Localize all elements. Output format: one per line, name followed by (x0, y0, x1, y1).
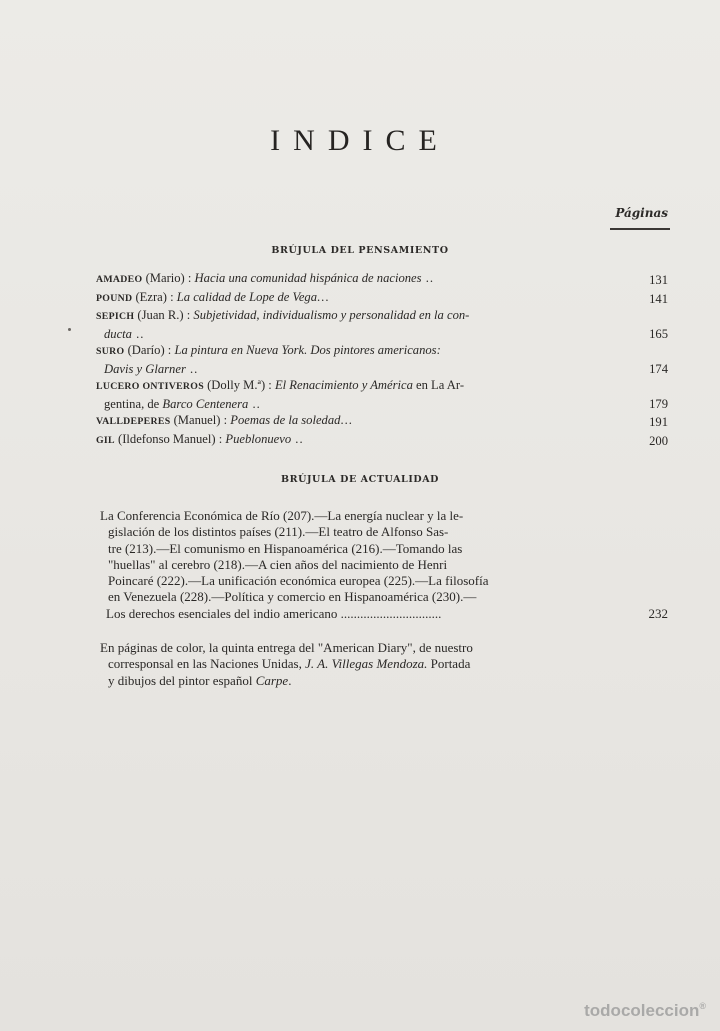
entry-leader: ... (340, 413, 353, 427)
entry-author: SURO (96, 346, 125, 357)
toc-entry (96, 431, 668, 450)
toc-entry (96, 412, 668, 431)
note-artist: Carpe (255, 672, 289, 688)
entry-title: La calidad de Lope de Vega (176, 289, 318, 304)
entry-leader: ... (317, 289, 330, 304)
note-text: Portada (427, 656, 471, 672)
note-author: J. A. Villegas Mendoza. (305, 656, 428, 672)
entry-author: VALLDEPERES (96, 416, 171, 427)
pages-column-label: Páginas (615, 206, 668, 220)
entry-author-detail: (Manuel) : (170, 413, 231, 427)
note-text: . (288, 672, 292, 688)
entry-page: 179 (649, 396, 668, 411)
actualidad-line: Los derechos esenciales del indio americano ............................... (106, 605, 442, 621)
pages-column-rule (610, 228, 670, 230)
entry-page: 174 (649, 361, 668, 376)
entry-author: POUND (96, 292, 133, 304)
entry-author: LUCERO ONTIVEROS (96, 381, 204, 392)
entry-author-detail: (Mario) : (142, 271, 195, 285)
entry-author-detail: (Dolly M.ª) : (203, 378, 275, 392)
actualidad-line: tre (213).—El comunismo en Hispanoamérica (216).—Tomando las (108, 540, 463, 556)
actualidad-line: gislación de los distintos países (211).—El teatro de Alfonso Sas- (108, 524, 449, 540)
entry-title-continued: ducta (104, 326, 132, 341)
note-text: corresponsal en las Naciones Unidas, (108, 656, 306, 672)
watermark-logo (584, 1001, 706, 1021)
toc-entry (96, 270, 668, 289)
page-title: INDICE (270, 124, 450, 157)
entry-leader: .. (248, 396, 261, 411)
actualidad-line: La Conferencia Económica de Río (207).—La energía nuclear y la le- (100, 508, 464, 523)
entry-continued: gentina, de (104, 396, 163, 411)
paper-speck (68, 328, 71, 331)
entry-page: 165 (649, 326, 668, 341)
section-heading-actualidad: BRÚJULA DE ACTUALIDAD (280, 474, 440, 485)
entry-page: 232 (648, 605, 668, 621)
actualidad-paragraph (100, 508, 668, 622)
toc-entry (96, 307, 668, 342)
entry-author: AMADEO (96, 274, 143, 285)
entry-title-tail: en La Ar- (412, 378, 465, 392)
note-text: En páginas de color, la quinta entrega del "American Diary", de nuestro (100, 640, 473, 655)
note-text: y dibujos del pintor español (108, 672, 256, 688)
entry-title: La pintura en Nueva York. Dos pintores americanos: (174, 343, 441, 357)
registered-mark: ® (699, 1001, 706, 1011)
entry-author: GIL (96, 434, 115, 446)
entry-title: Poemas de la soledad (230, 413, 341, 427)
entry-title: El Renacimiento y América (274, 378, 413, 392)
toc-entries (96, 270, 668, 449)
actualidad-line: en Venezuela (228).—Política y comercio en Hispanoamérica (230).— (108, 589, 477, 605)
entry-title: Hacia una comunidad hispánica de naciones (194, 271, 422, 285)
toc-entry (96, 289, 668, 308)
entry-author-detail: (Darío) : (124, 343, 175, 357)
entry-page: 141 (649, 291, 668, 306)
actualidad-last-line (100, 606, 668, 622)
entry-author-detail: (Juan R.) : (134, 308, 194, 322)
watermark-text: todocoleccion (584, 1001, 700, 1020)
entry-leader: .. (131, 326, 145, 341)
entry-leader: .. (421, 271, 435, 285)
color-pages-note (100, 640, 620, 689)
entry-title: Pueblonuevo (225, 431, 292, 446)
entry-leader: .. (291, 431, 304, 446)
entry-author-detail: (Ezra) : (132, 289, 177, 304)
entry-title-continued: Davis y Glarner (104, 361, 186, 376)
entry-page: 131 (649, 273, 668, 287)
entry-author-detail: (Ildefonso Manuel) : (114, 431, 226, 446)
entry-title-continued: Barco Centenera (162, 396, 249, 411)
section-heading-pensamiento: BRÚJULA DEL PENSAMIENTO (271, 245, 449, 256)
actualidad-line: "huellas" al cerebro (218).—A cien años del nacimiento de Henri (108, 556, 448, 572)
entry-leader: .. (185, 361, 199, 376)
entry-page: 200 (649, 433, 668, 448)
toc-entry (96, 377, 668, 412)
actualidad-line: Poincaré (222).—La unificación económica europea (225).—La filosofía (108, 573, 489, 589)
entry-author: SEPICH (96, 311, 135, 322)
entry-title: Subjetividad, individualismo y personalidad en la con- (193, 308, 470, 322)
toc-entry (96, 342, 668, 377)
entry-page: 191 (649, 415, 668, 429)
